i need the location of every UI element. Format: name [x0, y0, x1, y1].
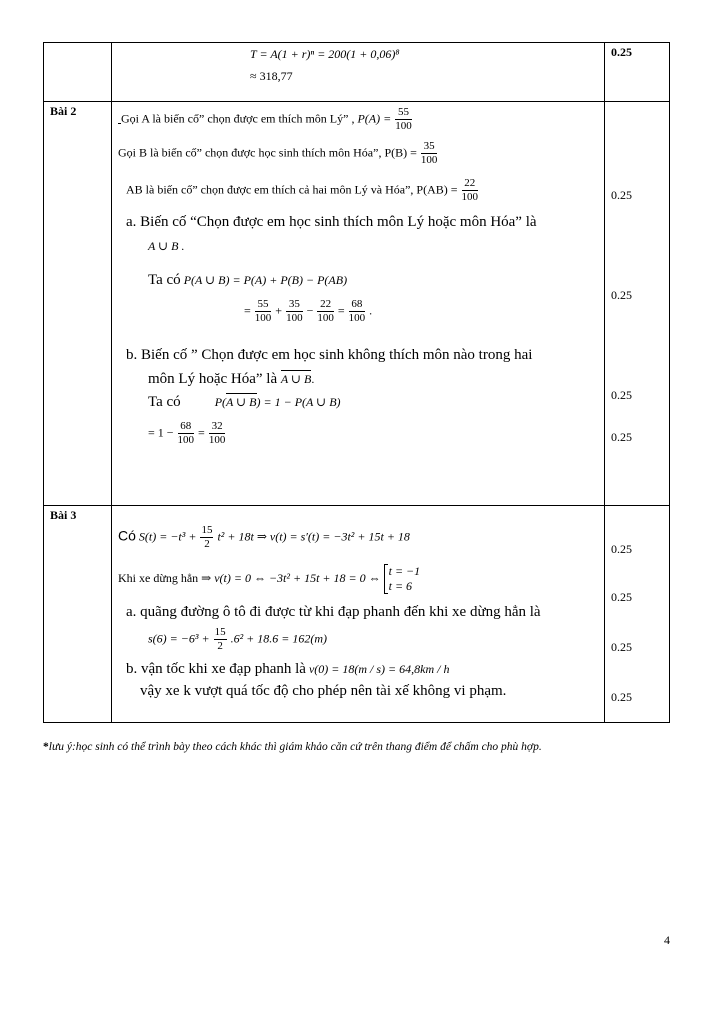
table-row	[44, 43, 670, 102]
table-row	[44, 506, 670, 723]
score: 0.25	[611, 430, 632, 444]
event-b-text: Gọi B là biến cố” chọn được học sinh thích môn Hóa”,	[118, 145, 382, 160]
fraction: $\frac{55}{100}$	[254, 298, 272, 324]
score: 0.25	[611, 288, 632, 302]
score: 0.25	[611, 542, 632, 556]
part-a-text: a. Biến cố “Chọn được em học sinh thích môn Lý hoặc môn Hóa” là	[126, 214, 537, 230]
score: 0.25	[611, 388, 632, 402]
grading-table	[43, 42, 670, 723]
calc-line	[244, 298, 372, 325]
score: 0.25	[611, 188, 632, 202]
content-cell	[112, 102, 605, 506]
grading-note	[43, 741, 542, 753]
content-cell	[112, 43, 605, 102]
taco-label: Ta có	[148, 272, 181, 288]
fraction: $\frac{68}{100}$	[177, 420, 195, 446]
score: 0.25	[611, 590, 632, 604]
operator: =	[337, 303, 345, 318]
complement-expr: A ∪ B	[226, 395, 257, 409]
expr-part: P(	[214, 395, 227, 409]
event-a-text: Gọi A là biến cố” chọn được em thích môn Lý” ,	[121, 111, 355, 126]
part-b-line	[126, 661, 449, 678]
period: .	[311, 372, 315, 386]
formula-result: ≈ 318,77	[250, 69, 293, 83]
taco2-line	[148, 394, 341, 411]
content-cell	[112, 506, 605, 723]
label-cell	[44, 506, 112, 723]
table-row	[44, 102, 670, 506]
conclusion: vậy xe k vượt quá tốc độ cho phép nên tài xế không vi phạm.	[140, 683, 507, 699]
taco-label: Ta có	[148, 394, 181, 410]
taco-expr: P(A ∪ B) = P(A) + P(B) − P(AB)	[183, 273, 348, 287]
stop-line	[118, 564, 420, 594]
co-label: Có	[118, 527, 136, 544]
note-text: lưu ý:học sinh có thể trình bày theo cách khác thì giám khảo căn cứ trên thang điểm để chấm cho phù hợp.	[48, 741, 542, 753]
part-a-expr: A ∪ B .	[148, 239, 185, 253]
expr-part: t² + 18t ⇒ v(t) = s′(t) = −3t² + 15t + 18	[217, 529, 410, 544]
fraction: $\frac{22}{100}$	[317, 298, 334, 324]
expr-part: S(t) = −t³ +	[138, 529, 197, 544]
part-b-label: môn Lý hoặc Hóa” là	[148, 371, 278, 387]
score-cell	[605, 102, 670, 506]
solution: t = −1	[388, 564, 421, 578]
part-b-text: b. vận tốc khi xe đạp phanh là	[126, 661, 306, 677]
label-cell	[44, 102, 112, 506]
event-b-line	[118, 140, 438, 167]
fraction: $\frac{15}{2}$	[201, 524, 213, 550]
taco-line	[148, 272, 347, 289]
score-cell	[605, 43, 670, 102]
label-cell	[44, 43, 112, 102]
fraction: $\frac{32}{100}$	[208, 420, 226, 446]
solution: t = 6	[388, 579, 413, 593]
fraction: $\frac{68}{100}$	[348, 298, 366, 324]
fraction: $\frac{35}{100}$	[420, 140, 438, 166]
page-number: 4	[664, 933, 670, 947]
fraction: $\frac{35}{100}$	[286, 298, 303, 324]
expr-part: s(6) = −6³ +	[148, 631, 210, 646]
fraction: $\frac{22}{100}$	[461, 177, 479, 203]
distance-line	[148, 626, 327, 653]
event-b-expr: P(B) =	[384, 145, 417, 160]
operator: −	[306, 303, 314, 318]
period: .	[369, 303, 373, 318]
stop-expr: ⇒ v(t) = 0 ⇔ −3t² + 15t + 18 = 0 ⇔	[201, 570, 381, 585]
score: 0.25	[611, 640, 632, 654]
part-b-text2	[148, 371, 314, 388]
fraction: $\frac{15}{2}$	[214, 626, 226, 652]
part-a-text: a. quãng đường ô tô đi được từ khi đạp phanh đến khi xe dừng hẳn là	[126, 604, 541, 620]
result-line	[148, 420, 226, 447]
velocity-line	[118, 524, 410, 551]
event-ab-line	[126, 177, 479, 204]
score: 0.25	[611, 45, 632, 59]
equals-sign: =	[198, 425, 205, 440]
event-ab-text: AB là biến cố” chọn được em thích cả hai môn Lý và Hóa”,	[126, 182, 414, 197]
operator: +	[275, 303, 283, 318]
event-ab-expr: P(AB) =	[416, 182, 458, 197]
expr-part: .6² + 18.6 = 162(m)	[230, 631, 328, 646]
speed-expr: v(0) = 18(m / s) = 64,8km / h	[308, 662, 450, 676]
event-a-line	[118, 106, 413, 133]
event-a-expr: P(A) =	[357, 111, 392, 126]
exercise-label: Bài 3	[50, 508, 77, 522]
note-asterisk: *	[43, 741, 49, 753]
score: 0.25	[611, 690, 632, 704]
solution-system	[384, 564, 421, 594]
formula-line: T = A(1 + r)ⁿ = 200(1 + 0,06)⁸	[250, 47, 400, 61]
equals-sign: =	[244, 303, 251, 318]
expr-part: = 1 −	[148, 425, 174, 440]
fraction: $\frac{55}{100}$	[395, 106, 412, 132]
expr-part: ) = 1 − P(A ∪ B)	[256, 395, 341, 409]
complement-expr: A ∪ B	[280, 372, 312, 386]
part-b-text: b. Biến cố ” Chọn được em học sinh không thích môn nào trong hai	[126, 347, 533, 363]
exercise-label: Bài 2	[50, 104, 77, 118]
score-cell	[605, 506, 670, 723]
stop-text: Khi xe dừng hẳn	[118, 570, 199, 585]
